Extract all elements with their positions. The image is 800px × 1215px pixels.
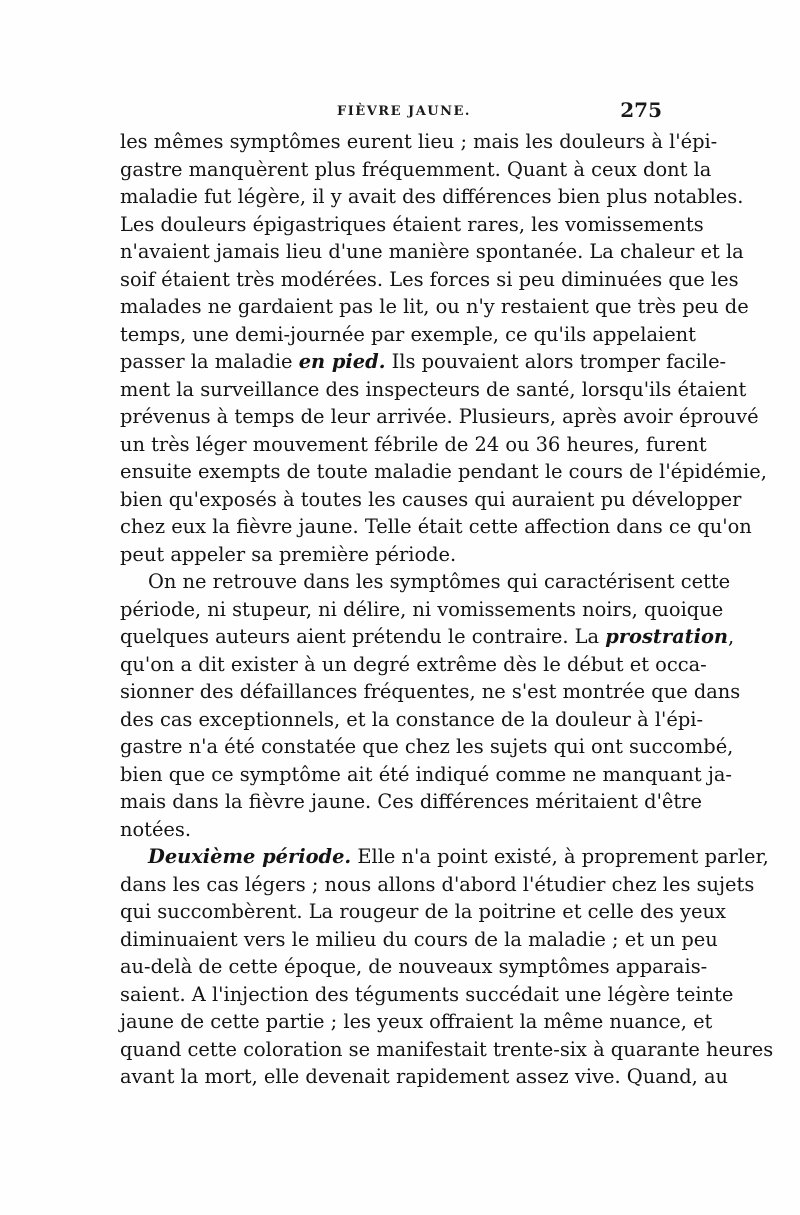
text-line: chez eux la fièvre jaune. Telle était cette affection dans ce qu'on [120, 515, 752, 538]
text-line: qu'on a dit exister à un degré extrême dès le début et occa- [120, 652, 707, 676]
text-line: dans les cas légers ; nous allons d'abord l'étudier chez les sujets [120, 872, 755, 896]
text-line: gastre n'a été constatée que chez les sujets qui ont succombé, [120, 735, 734, 758]
paragraph [120, 128, 767, 568]
text-line: bien qu'exposés à toutes les causes qui auraient pu développer [120, 487, 742, 511]
text-segment: Elle n'a point existé, à proprement parler, [351, 845, 769, 868]
text-line [120, 623, 735, 651]
text-line: malades ne gardaient pas le lit, ou n'y restaient que très peu de [120, 295, 749, 318]
text-line: quand cette coloration se manifestait trente-six à quarante heures [120, 1037, 774, 1061]
text-line: qui succombèrent. La rougeur de la poitrine et celle des yeux [120, 900, 726, 923]
text-line: ensuite exempts de toute maladie pendant le cours de l'épidémie, [120, 460, 767, 483]
text-line: notées. [120, 817, 192, 841]
text-line: prévenus à temps de leur arrivée. Plusieurs, après avoir éprouvé [120, 405, 759, 428]
text-line: sionner des défaillances fréquentes, ne s'est montrée que dans [120, 680, 741, 703]
paragraph [120, 843, 774, 1091]
text-line: avant la mort, elle devenait rapidement assez vive. Quand, au [120, 1065, 729, 1088]
text-line: au-delà de cette époque, de nouveaux symptômes apparais- [120, 955, 708, 978]
text-line: temps, une demi-journée par exemple, ce qu'ils appelaient [120, 322, 696, 346]
text-segment: Ils pouvaient alors tromper facile- [385, 350, 727, 373]
text-line: bien que ce symptôme ait été indiqué comme ne manquant ja- [120, 762, 732, 786]
text-segment: passer la maladie [120, 350, 299, 373]
text-line: période, ni stupeur, ni délire, ni vomissements noirs, quoique [120, 597, 724, 621]
text-line: On ne retrouve dans les symptômes qui caractérisent cette [148, 570, 731, 593]
text-line: jaune de cette partie ; les yeux offraient la même nuance, et [120, 1010, 713, 1033]
text-line: Les douleurs épigastriques étaient rares, les vomissements [120, 212, 704, 236]
running-head [132, 98, 662, 122]
text-line: un très léger mouvement fébrile de 24 ou 36 heures, furent [120, 432, 707, 456]
text-line: diminuaient vers le milieu du cours de la maladie ; et un peu [120, 927, 718, 951]
text-line: des cas exceptionnels, et la constance de la douleur à l'épi- [120, 707, 704, 731]
text-line: maladie fut légère, il y avait des différences bien plus notables. [120, 185, 744, 208]
paragraph [120, 568, 741, 843]
text-line: gastre manquèrent plus fréquemment. Quant à ceux dont la [120, 157, 712, 181]
text-segment: quelques auteurs aient prétendu le contraire. La [120, 625, 606, 648]
text-line: peut appeler sa première période. [120, 542, 457, 566]
text-line: saient. A l'injection des téguments succédait une légère teinte [120, 982, 734, 1006]
text-line [120, 348, 727, 376]
page-number: 275 [620, 98, 662, 122]
body-text [120, 128, 774, 1091]
text-line: ment la surveillance des inspecteurs de santé, lorsqu'ils étaient [120, 377, 747, 401]
text-line: mais dans la fièvre jaune. Ces différences méritaient d'être [120, 790, 702, 813]
running-title: FIÈVRE JAUNE. [337, 104, 471, 119]
italic-term: prostration [605, 625, 728, 648]
text-line: soif étaient très modérées. Les forces si peu diminuées que les [120, 267, 739, 291]
italic-term: en pied. [298, 350, 386, 373]
text-line [120, 843, 769, 871]
italic-term: Deuxième période. [148, 845, 352, 868]
text-segment: , [728, 625, 735, 648]
text-line: les mêmes symptômes eurent lieu ; mais les douleurs à l'épi- [120, 130, 718, 153]
text-line: n'avaient jamais lieu d'une manière spontanée. La chaleur et la [120, 240, 744, 263]
